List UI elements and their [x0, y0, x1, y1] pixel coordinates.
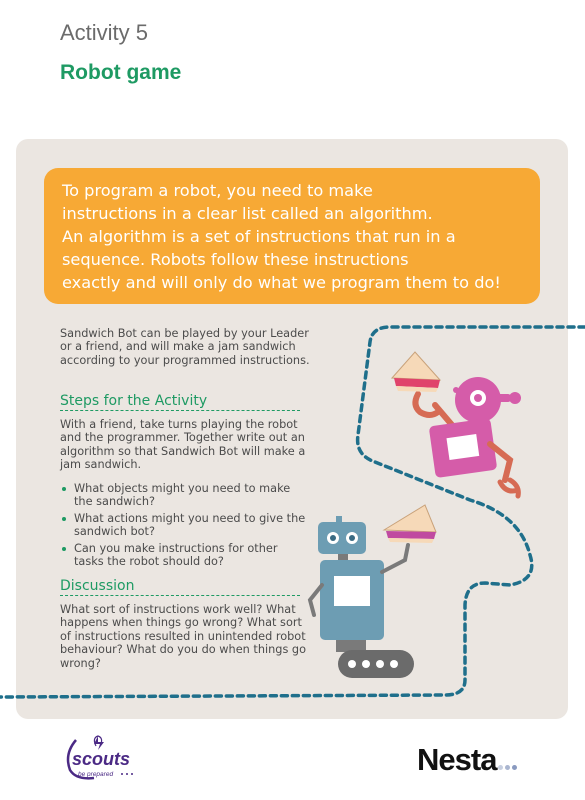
steps-paragraph: With a friend, take turns playing the robot and the programmer. Together write out an algorithm so that Sandwich Bot will make a jam sandwich. — [60, 418, 306, 472]
nesta-logo-text: Nesta — [417, 742, 497, 777]
activity-number: Activity 5 — [60, 20, 149, 45]
bullet-dot — [62, 547, 66, 551]
list-item — [60, 482, 310, 509]
steps-bullet-list — [60, 482, 310, 571]
bullet-text: What actions might you need to give the sandwich bot? — [74, 511, 306, 539]
intro-paragraph: Sandwich Bot can be played by your Leader or a friend, and will make a jam sandwich according to your programmed instructions. — [60, 327, 310, 367]
intro-line: exactly and will only do what we program them to do! — [62, 273, 501, 292]
intro-callout — [44, 168, 540, 304]
discussion-paragraph: What sort of instructions work well? What happens when things go wrong? What sort of instructions resulted in unintended robot behaviour? What do you do when things go wrong? — [60, 603, 307, 670]
bullet-text: Can you make instructions for other tasks the robot should do? — [74, 541, 278, 569]
intro-line: instructions in a clear list called an algorithm. — [62, 204, 433, 223]
discussion-heading: Discussion — [60, 578, 300, 596]
bullet-dot — [62, 517, 66, 521]
bullet-text: What objects might you need to make the sandwich? — [74, 482, 291, 509]
list-item — [60, 542, 310, 569]
intro-line: An algorithm is a set of instructions that run in a — [62, 227, 456, 246]
activity-title: Robot game — [60, 61, 182, 84]
steps-heading: Steps for the Activity — [60, 393, 300, 411]
bullet-dot — [62, 487, 66, 491]
intro-line: sequence. Robots follow these instructions — [62, 250, 409, 269]
nesta-dots-icon — [498, 757, 517, 775]
nesta-logo — [417, 742, 517, 778]
scouts-logo — [58, 732, 144, 782]
intro-line: To program a robot, you need to make — [62, 181, 373, 200]
list-item — [60, 512, 310, 539]
scouts-logo-text: scouts — [72, 749, 131, 769]
scouts-motto-text: be prepared — [78, 771, 114, 778]
